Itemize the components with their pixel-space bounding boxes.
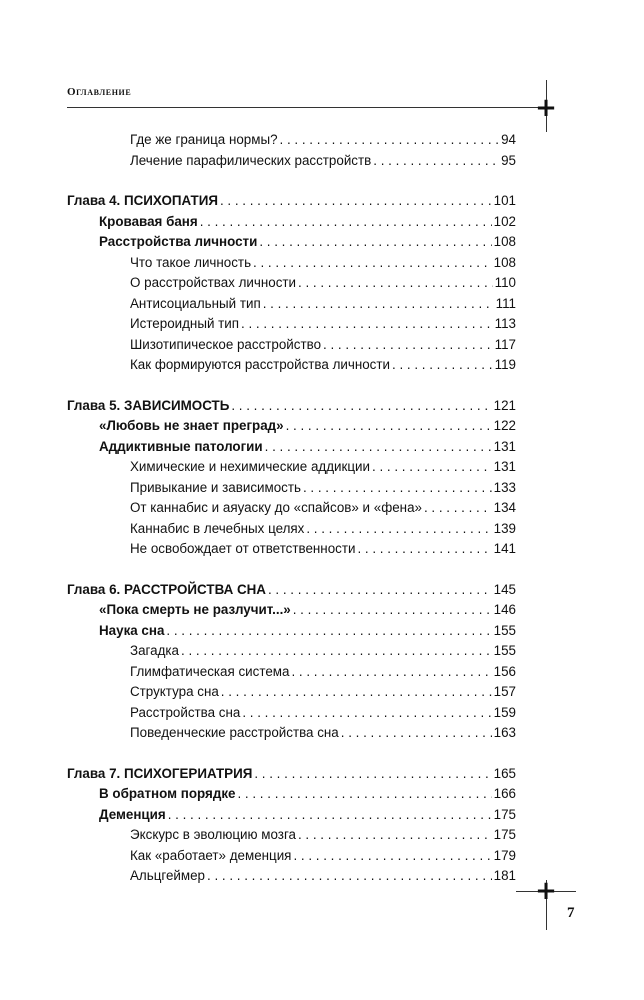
toc-entry [67,684,516,705]
toc-entry-title: От каннабис и аяуаску до «спайсов» и «фена» [130,500,422,515]
toc-entry-page: 108 [493,254,516,270]
section-gap [67,746,516,766]
toc-leader-dots [231,398,491,413]
toc-entry [67,848,516,869]
toc-leader-dots [373,153,499,168]
toc-entry-title: Где же граница нормы? [130,132,278,147]
toc-entry-page: 146 [493,602,516,617]
toc-leader-dots [254,766,491,781]
toc-entry-title: Расстройства сна [130,704,241,720]
toc-entry-page: 155 [493,622,516,638]
toc-entry-page: 121 [493,397,516,413]
toc-chapter-entry [67,398,516,419]
toc-leader-dots [303,480,492,495]
toc-leader-dots [168,807,492,822]
toc-entry [67,602,516,623]
toc-entry-title: Антисоциальный тип [130,295,261,311]
toc-entry [67,275,516,296]
toc-leader-dots [259,234,491,249]
crop-mark-top-plus-icon: + [535,93,557,123]
toc-entry-page: 119 [494,357,516,372]
toc-entry-page: 141 [493,541,516,556]
toc-leader-dots [220,193,492,208]
toc-entry-title: Не освобождает от ответственности [130,541,356,556]
toc-chapter-entry [67,766,516,787]
toc-entry [67,337,516,358]
toc-entry-page: 175 [493,827,516,842]
toc-entry-page: 159 [493,704,516,720]
toc-entry [67,214,516,235]
toc-entry-page: 131 [493,438,516,454]
toc-entry-title: «Пока смерть не разлучит...» [99,602,291,617]
toc-leader-dots [293,848,491,863]
section-gap [67,173,516,193]
toc-leader-dots [242,705,491,720]
toc-chapter-entry [67,582,516,603]
toc-entry [67,705,516,726]
toc-leader-dots [424,500,492,515]
toc-entry-title: Каннабис в лечебных целях [130,520,305,536]
toc-entry-page: 102 [493,213,516,229]
toc-entry [67,623,516,644]
toc-leader-dots [291,664,491,679]
toc-entry-title: О расстройствах личности [130,275,297,290]
toc-chapter-entry [67,193,516,214]
toc-entry-title: Экскурс в эволюцию мозга [130,827,296,842]
toc-entry-page: 108 [493,234,516,249]
toc-leader-dots [372,459,492,474]
toc-entry-title: Шизотипическое расстройство [130,336,322,352]
header-rule [67,107,544,108]
toc-leader-dots [221,684,492,699]
toc-leader-dots [357,541,491,556]
section-gap [67,378,516,398]
toc-entry [67,418,516,439]
toc-entry [67,664,516,685]
toc-entry-title: Истероидный тип [130,316,240,331]
toc-entry [67,255,516,276]
toc-entry-title: Альцгеймер [130,868,206,883]
toc-leader-dots [263,296,494,311]
toc-entry-title: Расстройства личности [99,234,258,249]
toc-leader-dots [280,132,500,147]
toc-entry-title: Загадка [130,643,179,658]
toc-leader-dots [298,275,493,290]
toc-leader-dots [241,316,493,331]
toc-entry-title: Глимфатическая система [130,663,290,679]
toc-entry-title: Глава 4. ПСИХОПАТИЯ [67,193,218,208]
toc-leader-dots [181,643,492,658]
toc-leader-dots [200,214,492,229]
toc-entry-title: Деменция [99,806,166,822]
toc-entry-title: В обратном порядке [99,786,236,801]
toc-entry-page: 157 [493,684,516,699]
toc-leader-dots [298,827,492,842]
toc-leader-dots [306,521,491,536]
toc-entry [67,439,516,460]
toc-leader-dots [237,786,491,801]
toc-entry-title: Что такое личность [130,254,252,270]
toc-entry-page: 155 [493,643,516,658]
toc-entry-title: Привыкание и зависимость [130,479,301,495]
section-gap [67,562,516,582]
toc-entry-page: 113 [494,316,516,331]
toc-entry-page: 95 [501,152,516,168]
toc-leader-dots [323,337,493,352]
toc-entry-title: «Любовь не знает преград» [99,418,284,433]
toc-entry-page: 175 [493,806,516,822]
toc-entry [67,234,516,255]
crop-mark-bottom-plus-icon: + [535,876,557,906]
toc-entry [67,725,516,746]
toc-entry-page: 179 [493,847,516,863]
toc-entry-page: 181 [493,868,516,883]
toc-entry [67,521,516,542]
toc-entry-page: 111 [495,295,516,311]
toc-entry [67,868,516,889]
toc-entry-title: Глава 6. РАССТРОЙСТВА СНА [67,581,266,597]
toc-leader-dots [253,255,492,270]
toc-entry [67,827,516,848]
toc-entry-page: 101 [493,193,516,208]
toc-entry-title: Поведенческие расстройства сна [130,725,339,740]
toc-entry-page: 131 [493,459,516,474]
toc-entry-title: Глава 7. ПСИХОГЕРИАТРИЯ [67,765,253,781]
toc-entry-title: Аддиктивные патологии [99,438,263,454]
toc-entry-page: 163 [493,725,516,740]
toc-entry-page: 133 [493,479,516,495]
toc-entry-page: 165 [493,765,516,781]
toc-entry-title: Кровавая баня [99,213,198,229]
toc-entry-title: Химические и нехимические аддикции [130,459,370,474]
toc-entry [67,480,516,501]
toc-entry-page: 145 [493,581,516,597]
toc-entry-title: Структура сна [130,684,219,699]
toc-entry-page: 94 [501,132,516,147]
toc-entry [67,643,516,664]
toc-entry [67,296,516,317]
toc-leader-dots [268,582,492,597]
toc-leader-dots [341,725,492,740]
toc-entry-page: 139 [493,520,516,536]
toc-entry-page: 117 [494,336,516,352]
toc-entry [67,357,516,378]
toc-entry-title: Как «работает» деменция [130,847,292,863]
toc-leader-dots [166,623,491,638]
toc-entry-page: 156 [493,663,516,679]
page-number: 7 [567,905,575,921]
toc-leader-dots [265,439,492,454]
toc-entry-title: Как формируются расстройства личности [130,357,390,372]
toc-entry-title: Наука сна [99,622,165,638]
toc-entry [67,786,516,807]
toc-entry [67,541,516,562]
toc-entry-page: 134 [493,500,516,515]
toc-entry [67,459,516,480]
toc-leader-dots [392,357,493,372]
toc-entry-title: Глава 5. ЗАВИСИМОСТЬ [67,397,230,413]
toc-entry [67,153,516,174]
toc-entry [67,807,516,828]
toc-entry [67,132,516,153]
toc-leader-dots [207,868,492,883]
toc-entry-page: 122 [493,418,516,433]
toc-entry [67,316,516,337]
toc-entry-page: 166 [493,786,516,801]
table-of-contents [67,132,516,889]
toc-entry-title: Лечение парафилических расстройств [130,152,372,168]
toc-leader-dots [286,418,492,433]
running-header: Оглавление [67,86,132,98]
toc-leader-dots [293,602,492,617]
toc-entry-page: 110 [494,275,516,290]
toc-entry [67,500,516,521]
